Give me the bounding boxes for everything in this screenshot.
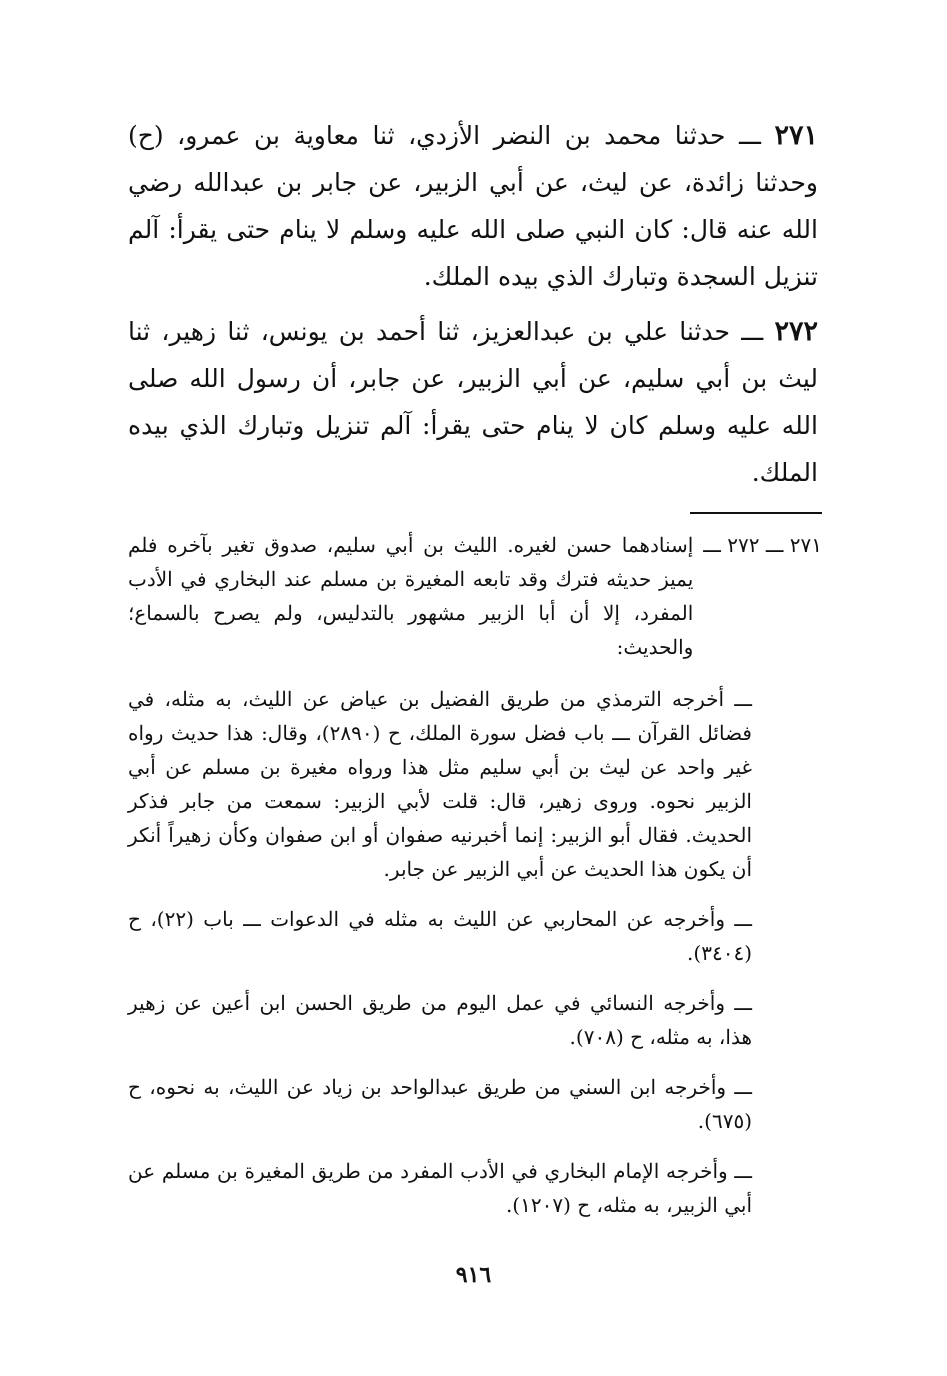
footnotes bbox=[128, 528, 822, 1222]
footnote-intro bbox=[128, 528, 822, 664]
footnote-item: ـــ أخرجه الترمذي من طريق الفضيل بن عياض عن الليث، به مثله، في فضائل القرآن ـــ باب فضل سورة الملك، ح (٢٨٩٠)، وقال: هذا حديث رواه غير واحد عن ليث بن أبي سليم مثل هذا ورواه مغيرة بن مسلم عن أبي الزبير نحوه. وروى زهير، قال: قلت لأبي الزبير: سمعت من جابر فذكر الحديث. فقال أبو الزبير: إنما أخبرنيه صفوان أو ابن صفوان وكأن زهيراً أنكر أن يكون هذا الحديث عن أبي الزبير عن جابر. bbox=[128, 687, 752, 881]
hadith-number: ٢٧١ bbox=[774, 120, 819, 151]
footnote-item: ـــ وأخرجه النسائي في عمل اليوم من طريق الحسن ابن أعين عن زهير هذا، به مثله، ح (٧٠٨). bbox=[128, 991, 752, 1049]
hadith-number: ٢٧٢ bbox=[774, 316, 819, 347]
hadith-271 bbox=[128, 112, 818, 300]
hadith-text: حدثنا محمد بن النضر الأزدي، ثنا معاوية بن عمرو، (ح) وحدثنا زائدة، عن ليث، عن أبي الزبير، عن جابر بن عبدالله رضي الله عنه قال: كان النبي صلى الله عليه وسلم لا ينام حتى يقرأ: آلم تنزيل السجدة وتبارك الذي بيده الملك. bbox=[128, 121, 818, 291]
hadith-text: حدثنا علي بن عبدالعزيز، ثنا أحمد بن يونس، ثنا زهير، ثنا ليث بن أبي سليم، عن أبي الزبير، عن جابر، أن رسول الله صلى الله عليه وسلم كان لا ينام حتى يقرأ: آلم تنزيل وتبارك الذي بيده الملك. bbox=[128, 317, 818, 487]
footnote-separator bbox=[690, 512, 822, 514]
footnote-item: ـــ وأخرجه ابن السني من طريق عبدالواحد بن زياد عن الليث، به نحوه، ح (٦٧٥). bbox=[128, 1075, 752, 1133]
footnote-item: ـــ وأخرجه الإمام البخاري في الأدب المفرد من طريق المغيرة بن مسلم عن أبي الزبير، به مثله، ح (١٢٠٧). bbox=[128, 1159, 752, 1217]
hadith-dash: ـــ bbox=[741, 317, 764, 346]
footnote-label: ٢٧١ ـــ ٢٧٢ ـــ bbox=[703, 533, 822, 557]
page-number: ٩١٦ bbox=[455, 1262, 492, 1288]
hadith-dash: ـــ bbox=[739, 121, 761, 150]
hadith-272 bbox=[128, 308, 818, 496]
footnote-item: ـــ وأخرجه عن المحاربي عن الليث به مثله في الدعوات ـــ باب (٢٢)، ح (٣٤٠٤). bbox=[128, 907, 753, 965]
footnote-intro-text: إسنادهما حسن لغيره. الليث بن أبي سليم، صدوق تغير بآخره فلم يميز حديثه فترك وقد تابعه المغيرة بن مسلم عند البخاري في الأدب المفرد، إلا أن أبا الزبير مشهور بالتدليس، ولم يصرح بالسماع؛ والحديث: bbox=[128, 533, 694, 659]
